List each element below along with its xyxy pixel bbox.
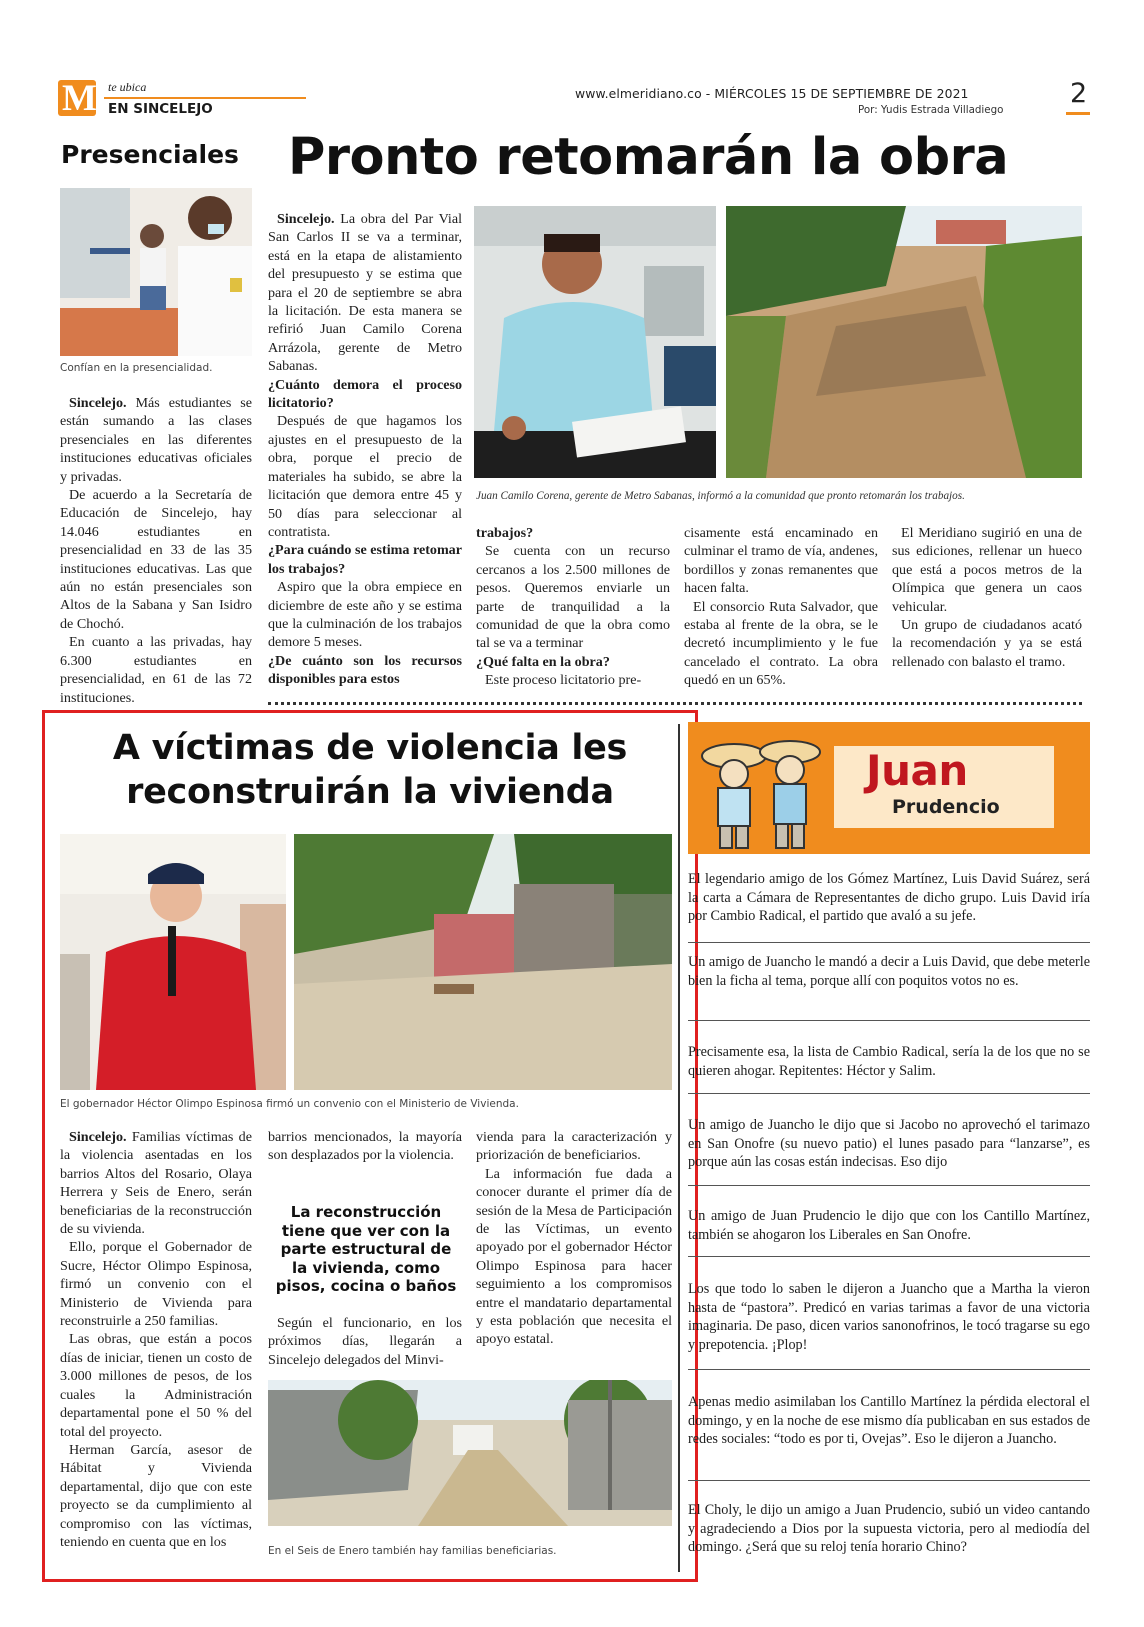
- obra-c4-p2: Un grupo de ciudadanos acató la recomendación y ya se está rellenado con balasto el tramo.: [892, 617, 1082, 670]
- presenciales-p3: En cuanto a las privadas, hay 6.300 estudiantes en presencialidad, en 61 de las 72 instituciones.: [60, 634, 252, 706]
- juan-subtitle: Prudencio: [892, 796, 1000, 818]
- victimas-caption-bottom: En el Seis de Enero también hay familias beneficiarias.: [268, 1545, 557, 1557]
- road-works-photo: [726, 206, 1082, 478]
- presenciales-title: Presenciales: [61, 140, 239, 169]
- juan-banner: [688, 722, 1090, 854]
- byline: Por: Yudis Estrada Villadiego: [858, 104, 1004, 116]
- juan-rule-1: [688, 942, 1090, 943]
- juan-title: Juan: [866, 746, 968, 795]
- obra-c1-p3: Aspiro que la obra empiece en diciembre de este año y se estima que la culminación de los trabajos demore 5 meses.: [268, 579, 462, 651]
- obra-headline: Pronto retomarán la obra: [288, 128, 1009, 187]
- obra-col-2: [476, 524, 670, 690]
- victimas-col-3: [476, 1128, 672, 1349]
- obra-q4: ¿Qué falta en la obra?: [476, 653, 610, 670]
- juan-rule-6: [688, 1369, 1090, 1370]
- cartoon-characters-icon: [694, 732, 830, 850]
- juan-item-2: Un amigo de Juancho le mandó a decir a Luis David, que debe meterle bien la ficha al tema, porque allí con poquitos votos no es.: [688, 954, 1090, 989]
- victimas-c2-p2: Según el funcionario, en los próximos días, llegarán a Sincelejo delegados del Minvi-: [268, 1315, 462, 1368]
- governor-photo: [60, 834, 286, 1090]
- students-photo: [60, 188, 252, 356]
- dateline: www.elmeridiano.co - MIÉRCOLES 15 DE SEPTIEMBRE DE 2021: [575, 86, 969, 101]
- obra-col-1: [268, 210, 462, 689]
- victimas-pullquote: La reconstrucción tiene que ver con la parte estructural de la vivienda, como pisos, cocina o baños: [275, 1203, 457, 1295]
- victimas-headline-1: A víctimas de violencia les: [112, 728, 628, 768]
- masthead-logo: [58, 78, 97, 119]
- victimas-c3-p1: vienda para la caracterización y priorización de beneficiarios.: [476, 1129, 672, 1164]
- street-photo: [268, 1380, 672, 1526]
- obra-col-3: [684, 524, 878, 690]
- obra-c3-p1: cisamente está encaminado en culminar el tramo de vía, andenes, bordillos y zonas remanentes que hacen falta.: [684, 525, 878, 597]
- juan-rule-2: [688, 1020, 1090, 1021]
- presenciales-body: [60, 394, 252, 707]
- obra-q1: ¿Cuánto demora el proceso licitatorio?: [268, 376, 462, 412]
- obra-caption: Juan Camilo Corena, gerente de Metro Sabanas, informó a la comunidad que pronto retomarán los trabajos.: [476, 490, 965, 502]
- juan-rule-7: [688, 1480, 1090, 1481]
- juan-item-3: Precisamente esa, la lista de Cambio Radical, sería la de los que no se quieren ahogar. Repitentes: Héctor y Salim.: [688, 1044, 1090, 1079]
- obra-c4-p1: El Meridiano sugirió en una de sus ediciones, rellenar un hueco que está a pocos metros de la Olímpica que genera un caos vehicular.: [892, 525, 1082, 615]
- juan-item-5: Un amigo de Juan Prudencio le dijo que con los Cantillo Martínez, también se ahogaron los Liberales en San Onofre.: [688, 1208, 1090, 1243]
- obra-c1-p2: Después de que hagamos los ajustes en el presupuesto de la obra, porque el precio de materiales ha subido, se abre la licitación que demora entre 45 y 50 días para seleccionar al contratista.: [268, 413, 462, 540]
- presenciales-p2: De acuerdo a la Secretaría de Educación de Sincelejo, hay 14.046 estudiantes en presencialidad en 33 de las 35 instituciones educativas. Las que aún no están presenciales son Altos de la Sabana y San Isidro de Chochó.: [60, 487, 252, 632]
- section-rule: [104, 97, 306, 99]
- section-label: EN SINCELEJO: [108, 101, 213, 117]
- obra-col-4: [892, 524, 1082, 671]
- page-number-rule: [1066, 112, 1090, 115]
- te-ubica: te ubica: [108, 80, 147, 94]
- juan-rule-4: [688, 1185, 1090, 1186]
- victimas-c2-p1: barrios mencionados, la mayoría son desplazados por la violencia.: [268, 1129, 462, 1164]
- victimas-c1-p4: Herman García, asesor de Hábitat y Vivienda departamental, dijo que con este proyecto se da cumplimiento al compromiso con las víctimas, teniendo en cuenta que en los: [60, 1441, 252, 1550]
- obra-q2: ¿Para cuándo se estima retomar los trabajos?: [268, 542, 462, 577]
- obra-c2-p2: Este proceso licitatorio pre-: [485, 672, 642, 689]
- obra-c2-p1: Se cuenta con un recurso cercanos a los 2.500 millones de pesos. Queremos enviarle un parte de tranquilidad a la comunidad de que la obra como tal se va a terminar: [476, 543, 670, 652]
- juan-item-1: El legendario amigo de los Gómez Martínez, Luis David Suárez, será la carta a Cámara de Representantes de dicho grupo. Luis David iría por Cambio Radical, el partido que avaló a su jefe.: [688, 871, 1090, 925]
- juan-rule-5: [688, 1256, 1090, 1257]
- section-divider-dotted: [268, 702, 1082, 705]
- obra-lead: Sincelejo.: [277, 211, 335, 227]
- victimas-c1-p2: Ello, porque el Gobernador de Sucre, Héctor Olimpo Espinosa, firmó un convenio con el Ministerio de Vivienda para reconstruirle a 250 familias.: [60, 1239, 252, 1330]
- presenciales-p1: Más estudiantes se están sumando a las clases presenciales en las diferentes instituciones educativas oficiales y privadas.: [60, 395, 252, 485]
- neighborhood-photo: [294, 834, 672, 1090]
- juan-item-6: Los que todo lo saben le dijeron a Juancho que a Martha la vieron hasta de “pastora”. Predicó en varias tarimas a favor de una victoria imaginaria. De paso, dicen varios sanonofrinos, le tocó tragarse su ego y prepotencia. ¡Plop!: [688, 1281, 1090, 1353]
- manager-photo: [474, 206, 716, 478]
- victimas-c1-p3: Las obras, que están a pocos días de iniciar, tienen un costo de 3.000 millones de pesos, de los cuales la Administración departamental pone el 50 % del total del proyecto.: [60, 1331, 252, 1440]
- victimas-col-2b: [268, 1314, 462, 1369]
- obra-q3: ¿De cuánto son los recursos disponibles para estos: [268, 652, 462, 688]
- victimas-c1-p1: Familias víctimas de la violencia asentadas en los barrios Altos del Rosario, Olaya Herrera y Seis de Enero, serán beneficiarias de la reconstrucción de su vivienda.: [60, 1129, 252, 1238]
- juan-item-7: Apenas medio asimilaban los Cantillo Martínez la pérdida electoral el domingo, y en la noche de ese mismo día publicaban en sus estados de redes sociales: “todo es por ti, Ovejas”. Eso le dijeron a Juancho.: [688, 1394, 1090, 1448]
- column-divider: [678, 724, 680, 1572]
- victimas-headline-2: reconstruirán la vivienda: [126, 772, 614, 812]
- logo-letter: M: [62, 78, 97, 119]
- obra-c1-p1: La obra del Par Vial San Carlos II se va a terminar, está en la etapa de alistamiento del presupuesto y se estima que para el 20 de septiembre se abra la licitación. De esta manera se refirió Juan Camilo Corena Arrázola, gerente de Metro Sabanas.: [268, 211, 463, 375]
- obra-c3-p2: El consorcio Ruta Salvador, que estaba al frente de la obra, se le decretó incumplimiento y le fue cancelado el contrato. La obra quedó en un 65%.: [684, 598, 878, 689]
- obra-q3-end: trabajos?: [476, 525, 534, 541]
- victimas-col-2: [268, 1128, 462, 1165]
- presenciales-caption: Confían en la presencialidad.: [60, 362, 213, 374]
- juan-rule-3: [688, 1093, 1090, 1094]
- page-number: 2: [1070, 78, 1088, 109]
- presenciales-lead: Sincelejo.: [69, 395, 127, 411]
- juan-item-8: El Choly, le dijo un amigo a Juan Prudencio, subió un video cantando y agradeciendo a Dios por la supuesta victoria, pero al mediodía del domingo. ¿Será que su reloj tenía horario Chino?: [688, 1502, 1090, 1556]
- victimas-col-1: [60, 1128, 252, 1551]
- juan-item-4: Un amigo de Juancho le dijo que si Jacobo no aprovechó el tarimazo en San Onofre (su nuevo patio) el lunes pasado para “lanzarse”, es porque aún las cosas están indecisas. Eso dijo: [688, 1117, 1090, 1171]
- victimas-caption-top: El gobernador Héctor Olimpo Espinosa firmó un convenio con el Ministerio de Vivienda.: [60, 1098, 519, 1110]
- victimas-lead: Sincelejo.: [69, 1129, 127, 1145]
- victimas-c3-p2: La información fue dada a conocer durante el primer día de sesión de la Mesa de Participación de las Víctimas, un evento apoyado por el gobernador Héctor Olimpo Espinosa para hacer seguimiento a los compromisos entre el mandatario departamental y esta población que necesita el apoyo estatal.: [476, 1165, 672, 1348]
